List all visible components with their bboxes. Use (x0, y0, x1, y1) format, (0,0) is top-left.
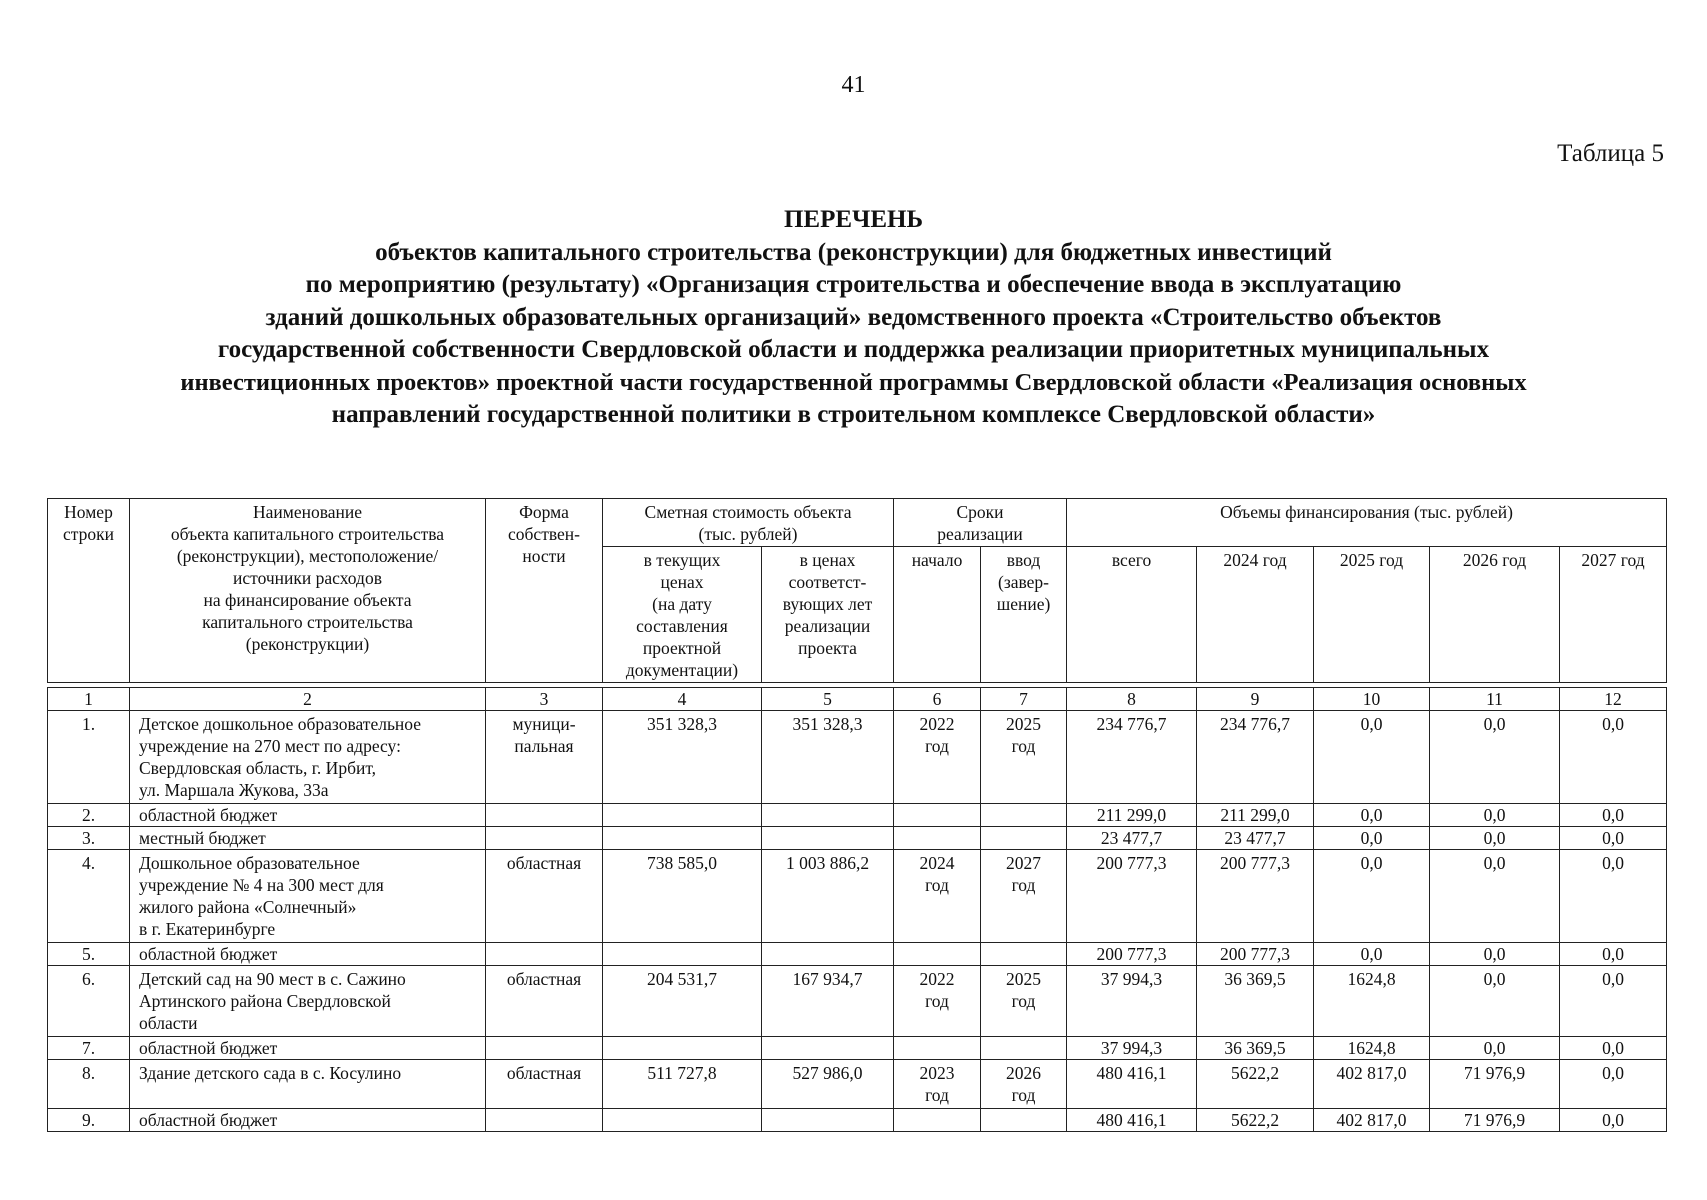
cost-years-cell: 1 003 886,2 (762, 850, 894, 943)
header-row (48, 499, 1667, 547)
ownership-cell (486, 804, 603, 827)
start-cell (894, 711, 981, 804)
ownership-cell (486, 943, 603, 966)
ownership-cell (486, 827, 603, 850)
cell-line: 2027 (1006, 853, 1042, 873)
funding-2027-cell: 0,0 (1560, 943, 1667, 966)
cost-current-cell (603, 1109, 762, 1132)
cost-current-cell (603, 1037, 762, 1060)
start-cell (894, 827, 981, 850)
cell-line: 2025 (1006, 969, 1042, 989)
header-terms (894, 499, 1067, 547)
row-number-cell: 7. (48, 1037, 130, 1060)
header-total: всего (1067, 547, 1197, 683)
row-number-cell: 9. (48, 1109, 130, 1132)
end-cell (981, 850, 1067, 943)
cell-line: в г. Екатеринбурге (139, 919, 276, 939)
end-cell (981, 711, 1067, 804)
cell-line: Дошкольное образовательное (139, 853, 360, 873)
cell-line: документации) (625, 660, 739, 680)
funding-2025-cell: 0,0 (1314, 711, 1430, 804)
start-cell (894, 804, 981, 827)
funding-2027-cell: 0,0 (1560, 850, 1667, 943)
cost-current-cell (603, 943, 762, 966)
row-number-cell: 8. (48, 1060, 130, 1109)
cell-line: проектной (642, 638, 722, 658)
cell-line: год (1011, 1085, 1036, 1105)
funding-2024-cell: 234 776,7 (1197, 711, 1314, 804)
page-number: 41 (841, 72, 866, 98)
total-cell: 37 994,3 (1067, 966, 1197, 1037)
cell-line: областная (506, 1063, 582, 1083)
cell-line: реализации (784, 616, 871, 636)
cell-line: соответст- (788, 572, 867, 592)
ownership-cell (486, 1037, 603, 1060)
row-number-cell: 2. (48, 804, 130, 827)
column-number: 5 (762, 688, 894, 711)
cell-line: Сроки (956, 502, 1004, 522)
cell-line: областной бюджет (139, 805, 278, 825)
object-name-cell (130, 966, 486, 1037)
cost-years-cell (762, 1109, 894, 1132)
table-row (48, 1060, 1667, 1109)
cell-line: жилого района «Солнечный» (139, 897, 357, 917)
cell-line: ценах (660, 572, 704, 592)
row-number-cell: 3. (48, 827, 130, 850)
table-row (48, 804, 1667, 827)
cell-line: Сметная стоимость объекта (644, 502, 852, 522)
cell-line: объекта капитального строительства (170, 524, 445, 544)
end-cell (981, 966, 1067, 1037)
row-number-cell: 6. (48, 966, 130, 1037)
cost-years-cell (762, 943, 894, 966)
cell-line: год (1011, 991, 1036, 1011)
funding-2024-cell: 36 369,5 (1197, 1037, 1314, 1060)
cell-line: 2026 (1006, 1063, 1042, 1083)
cell-line: в текущих (643, 550, 721, 570)
object-name-cell (130, 943, 486, 966)
title-line: государственной собственности Свердловской области и поддержка реализации приоритетных муниципальных (217, 336, 1490, 363)
cost-years-cell: 527 986,0 (762, 1060, 894, 1109)
cell-line: составления (636, 616, 728, 636)
cell-line: 2022 (919, 969, 955, 989)
cell-line: год (925, 736, 949, 756)
funding-2025-cell: 0,0 (1314, 943, 1430, 966)
total-cell: 234 776,7 (1067, 711, 1197, 804)
cell-line: 2023 (919, 1063, 955, 1083)
column-number: 3 (486, 688, 603, 711)
funding-2025-cell: 402 817,0 (1314, 1060, 1430, 1109)
cell-line: 2025 (1006, 714, 1042, 734)
funding-2025-cell: 402 817,0 (1314, 1109, 1430, 1132)
cell-line: на финансирование объекта (203, 590, 412, 610)
funding-2024-cell: 23 477,7 (1197, 827, 1314, 850)
header-funding: Объемы финансирования (тыс. рублей) (1067, 499, 1667, 547)
table-row (48, 966, 1667, 1037)
cell-line: Наименование (252, 502, 363, 522)
cell-line: Номер (64, 502, 113, 522)
header-2024: 2024 год (1197, 547, 1314, 683)
cell-line: ввод (1006, 550, 1041, 570)
document-title (40, 204, 1667, 432)
column-number: 6 (894, 688, 981, 711)
column-number-row (48, 688, 1667, 711)
funding-2024-cell: 5622,2 (1197, 1109, 1314, 1132)
funding-2027-cell: 0,0 (1560, 1109, 1667, 1132)
funding-2025-cell: 0,0 (1314, 827, 1430, 850)
column-number: 10 (1314, 688, 1430, 711)
cost-current-cell: 738 585,0 (603, 850, 762, 943)
funding-2024-cell: 200 777,3 (1197, 850, 1314, 943)
cell-line: (реконструкции) (245, 634, 370, 654)
cell-line: ул. Маршала Жукова, 33а (139, 780, 329, 800)
cell-line: год (925, 991, 949, 1011)
cost-current-cell (603, 827, 762, 850)
funding-2024-cell: 36 369,5 (1197, 966, 1314, 1037)
table-row (48, 850, 1667, 943)
cost-current-cell: 511 727,8 (603, 1060, 762, 1109)
funding-2027-cell: 0,0 (1560, 804, 1667, 827)
funding-2026-cell: 0,0 (1430, 804, 1560, 827)
total-cell: 200 777,3 (1067, 850, 1197, 943)
funding-2027-cell: 0,0 (1560, 711, 1667, 804)
cell-line: (тыс. рублей) (698, 524, 798, 544)
column-number: 12 (1560, 688, 1667, 711)
funding-2026-cell: 0,0 (1430, 827, 1560, 850)
end-cell (981, 943, 1067, 966)
capital-construction-table (47, 498, 1667, 1132)
cell-line: Детский сад на 90 мест в с. Сажино (139, 969, 406, 989)
funding-2026-cell: 0,0 (1430, 850, 1560, 943)
header-object-name (130, 499, 486, 683)
total-cell: 23 477,7 (1067, 827, 1197, 850)
cell-line: областной бюджет (139, 1110, 278, 1130)
column-number: 2 (130, 688, 486, 711)
cell-line: областной бюджет (139, 1038, 278, 1058)
header-estimated-cost (603, 499, 894, 547)
header-start: начало (894, 547, 981, 683)
object-name-cell (130, 1109, 486, 1132)
end-cell (981, 1109, 1067, 1132)
total-cell: 200 777,3 (1067, 943, 1197, 966)
cell-line: год (1011, 736, 1036, 756)
funding-2027-cell: 0,0 (1560, 1060, 1667, 1109)
cell-line: шение) (996, 594, 1051, 614)
funding-2026-cell: 71 976,9 (1430, 1060, 1560, 1109)
cell-line: Свердловская область, г. Ирбит, (139, 758, 377, 778)
cost-years-cell (762, 827, 894, 850)
funding-2027-cell: 0,0 (1560, 966, 1667, 1037)
row-number-cell: 4. (48, 850, 130, 943)
start-cell (894, 966, 981, 1037)
cell-line: областная (506, 969, 582, 989)
cell-line: вующих лет (782, 594, 873, 614)
column-number: 7 (981, 688, 1067, 711)
cell-line: муници- (512, 714, 576, 734)
table-row (48, 827, 1667, 850)
end-cell (981, 827, 1067, 850)
start-cell (894, 943, 981, 966)
funding-2025-cell: 1624,8 (1314, 1037, 1430, 1060)
cost-years-cell (762, 1037, 894, 1060)
total-cell: 211 299,0 (1067, 804, 1197, 827)
start-cell (894, 1037, 981, 1060)
funding-2026-cell: 0,0 (1430, 1037, 1560, 1060)
cost-current-cell (603, 804, 762, 827)
header-cost-current (603, 547, 762, 683)
ownership-cell (486, 711, 603, 804)
cell-line: (завер- (998, 572, 1050, 592)
header-cost-years (762, 547, 894, 683)
cell-line: год (925, 1085, 949, 1105)
cell-line: Форма (519, 502, 569, 522)
cell-line: пальная (514, 736, 574, 756)
cell-line: реализации (937, 524, 1023, 544)
column-number: 8 (1067, 688, 1197, 711)
end-cell (981, 1037, 1067, 1060)
ownership-cell (486, 966, 603, 1037)
header-row-number (48, 499, 130, 683)
object-name-cell (130, 1037, 486, 1060)
column-number: 9 (1197, 688, 1314, 711)
object-name-cell (130, 804, 486, 827)
title-heading: ПЕРЕЧЕНЬ (783, 206, 924, 233)
table-row (48, 1037, 1667, 1060)
cost-years-cell: 351 328,3 (762, 711, 894, 804)
funding-2027-cell: 0,0 (1560, 1037, 1667, 1060)
total-cell: 37 994,3 (1067, 1037, 1197, 1060)
title-line: по мероприятию (результату) «Организация строительства и обеспечение ввода в эксплуатацию (305, 271, 1402, 298)
cell-line: собствен- (508, 524, 580, 544)
total-cell: 480 416,1 (1067, 1060, 1197, 1109)
start-cell (894, 1060, 981, 1109)
object-name-cell (130, 850, 486, 943)
cost-current-cell: 351 328,3 (603, 711, 762, 804)
header-2026: 2026 год (1430, 547, 1560, 683)
table-row (48, 711, 1667, 804)
cell-line: источники расходов (233, 568, 382, 588)
funding-2024-cell: 200 777,3 (1197, 943, 1314, 966)
ownership-cell (486, 850, 603, 943)
column-number: 1 (48, 688, 130, 711)
ownership-cell (486, 1060, 603, 1109)
cell-line: областной бюджет (139, 944, 278, 964)
end-cell (981, 804, 1067, 827)
header-2027: 2027 год (1560, 547, 1667, 683)
cell-line: строки (63, 524, 114, 544)
cell-line: (реконструкции), местоположение/ (176, 546, 439, 566)
cell-line: Артинского района Свердловской (139, 991, 391, 1011)
funding-2025-cell: 1624,8 (1314, 966, 1430, 1037)
object-name-cell (130, 1060, 486, 1109)
cell-line: год (1011, 875, 1036, 895)
table-label: Таблица 5 (1557, 140, 1664, 167)
header-ownership (486, 499, 603, 683)
table-row (48, 943, 1667, 966)
object-name-cell (130, 827, 486, 850)
table-row (48, 1109, 1667, 1132)
funding-2026-cell: 0,0 (1430, 711, 1560, 804)
funding-2025-cell: 0,0 (1314, 804, 1430, 827)
title-line: зданий дошкольных образовательных организаций» ведомственного проекта «Строительство объектов (265, 303, 1442, 331)
row-number-cell: 1. (48, 711, 130, 804)
cell-line: ности (522, 546, 566, 566)
start-cell (894, 850, 981, 943)
cell-line: (на дату (652, 594, 712, 614)
end-cell (981, 1060, 1067, 1109)
object-name-cell (130, 711, 486, 804)
funding-2027-cell: 0,0 (1560, 827, 1667, 850)
cell-line: 2024 (919, 853, 955, 873)
ownership-cell (486, 1109, 603, 1132)
cell-line: учреждение на 270 мест по адресу: (139, 736, 401, 756)
funding-2026-cell: 0,0 (1430, 943, 1560, 966)
start-cell (894, 1109, 981, 1132)
title-line: направлений государственной политики в строительном комплексе Свердловской области» (331, 401, 1376, 428)
column-number: 4 (603, 688, 762, 711)
title-line: объектов капитального строительства (реконструкции) для бюджетных инвестиций (375, 238, 1332, 266)
cell-line: местный бюджет (139, 828, 266, 848)
row-number-cell: 5. (48, 943, 130, 966)
funding-2026-cell: 71 976,9 (1430, 1109, 1560, 1132)
title-line: инвестиционных проектов» проектной части государственной программы Свердловской области «Реализация основных (180, 368, 1527, 396)
cost-years-cell: 167 934,7 (762, 966, 894, 1037)
cell-line: учреждение № 4 на 300 мест для (139, 875, 384, 895)
cell-line: Детское дошкольное образовательное (139, 714, 422, 734)
cell-line: 2022 (919, 714, 955, 734)
funding-2024-cell: 211 299,0 (1197, 804, 1314, 827)
funding-2026-cell: 0,0 (1430, 966, 1560, 1037)
header-end (981, 547, 1067, 683)
cell-line: в ценах (799, 550, 856, 570)
column-number: 11 (1430, 688, 1560, 711)
cell-line: капитального строительства (202, 612, 413, 632)
total-cell: 480 416,1 (1067, 1109, 1197, 1132)
cell-line: проекта (798, 638, 857, 658)
funding-2025-cell: 0,0 (1314, 850, 1430, 943)
cost-current-cell: 204 531,7 (603, 966, 762, 1037)
cell-line: областная (506, 853, 582, 873)
header-2025: 2025 год (1314, 547, 1430, 683)
cell-line: год (925, 875, 949, 895)
cell-line: Здание детского сада в с. Косулино (139, 1063, 402, 1083)
cost-years-cell (762, 804, 894, 827)
funding-2024-cell: 5622,2 (1197, 1060, 1314, 1109)
cell-line: области (139, 1013, 198, 1033)
